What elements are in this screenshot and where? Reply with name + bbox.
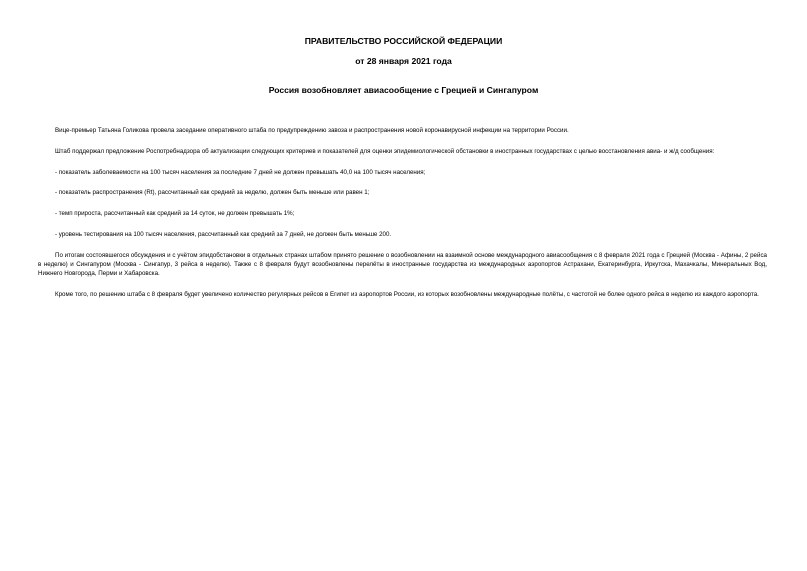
paragraph-egypt: Кроме того, по решению штаба с 8 февраля будет увеличено количество регулярных рейсов в Египет из аэропортов России, из которых возобновлены международные полёты, с частотой не более одного рейса в неделю из каждого аэропорта. xyxy=(55,291,759,299)
organization-heading: ПРАВИТЕЛЬСТВО РОССИЙСКОЙ ФЕДЕРАЦИИ xyxy=(304,36,503,46)
document-date: от 28 января 2021 года xyxy=(355,56,452,66)
criterion-testing: - уровень тестирования на 100 тысяч населения, рассчитанный как средний за 7 дней, не должен быть меньше 200. xyxy=(55,230,392,238)
criterion-rt: - показатель распространения (Rt), рассчитанный как средний за неделю, должен быть меньше или равен 1; xyxy=(55,189,370,197)
document-title: Россия возобновляет авиасообщение с Грецией и Сингапуром xyxy=(268,85,539,95)
paragraph-criteria-intro: Штаб поддержал предложение Роспотребнадзора об актуализации следующих критериев и показателей для оценки эпидемиологической обстановки в иностранных государствах с целью восстановления авиа- и ж/д сообщения: xyxy=(55,147,715,155)
paragraph-decision: По итогам состоявшегося обсуждения и с учётом эпидобстановки в отдельных странах штабом принято решение о возобновлении на взаимной основе международного авиасообщения с 8 февраля 2021 года с Грецией (Москва - Афины, 2 рейса в неделю) и Сингапуром (Москва - Сингапур, 3 рейса в неделю). Также с 8 февраля будут возобновлены перелёты в иностранные государства из международных аэропортов Астрахани, Екатеринбурга, Иркутска, Махачкалы, Минеральных Вод, Нижнего Новгорода, Перми и Хабаровска. xyxy=(38,251,767,278)
paragraph-meeting: Вице-премьер Татьяна Голикова провела заседание оперативного штаба по предупреждению завоза и распространения новой коронавирусной инфекции на территории России. xyxy=(55,127,569,134)
criterion-growth-rate: - темп прироста, рассчитанный как средний за 14 суток, не должен превышать 1%; xyxy=(55,210,295,218)
criterion-incidence: - показатель заболеваемости на 100 тысяч населения за последние 7 дней не должен превышать 40,0 на 100 тысяч населения; xyxy=(55,168,426,176)
document-body xyxy=(38,126,767,299)
